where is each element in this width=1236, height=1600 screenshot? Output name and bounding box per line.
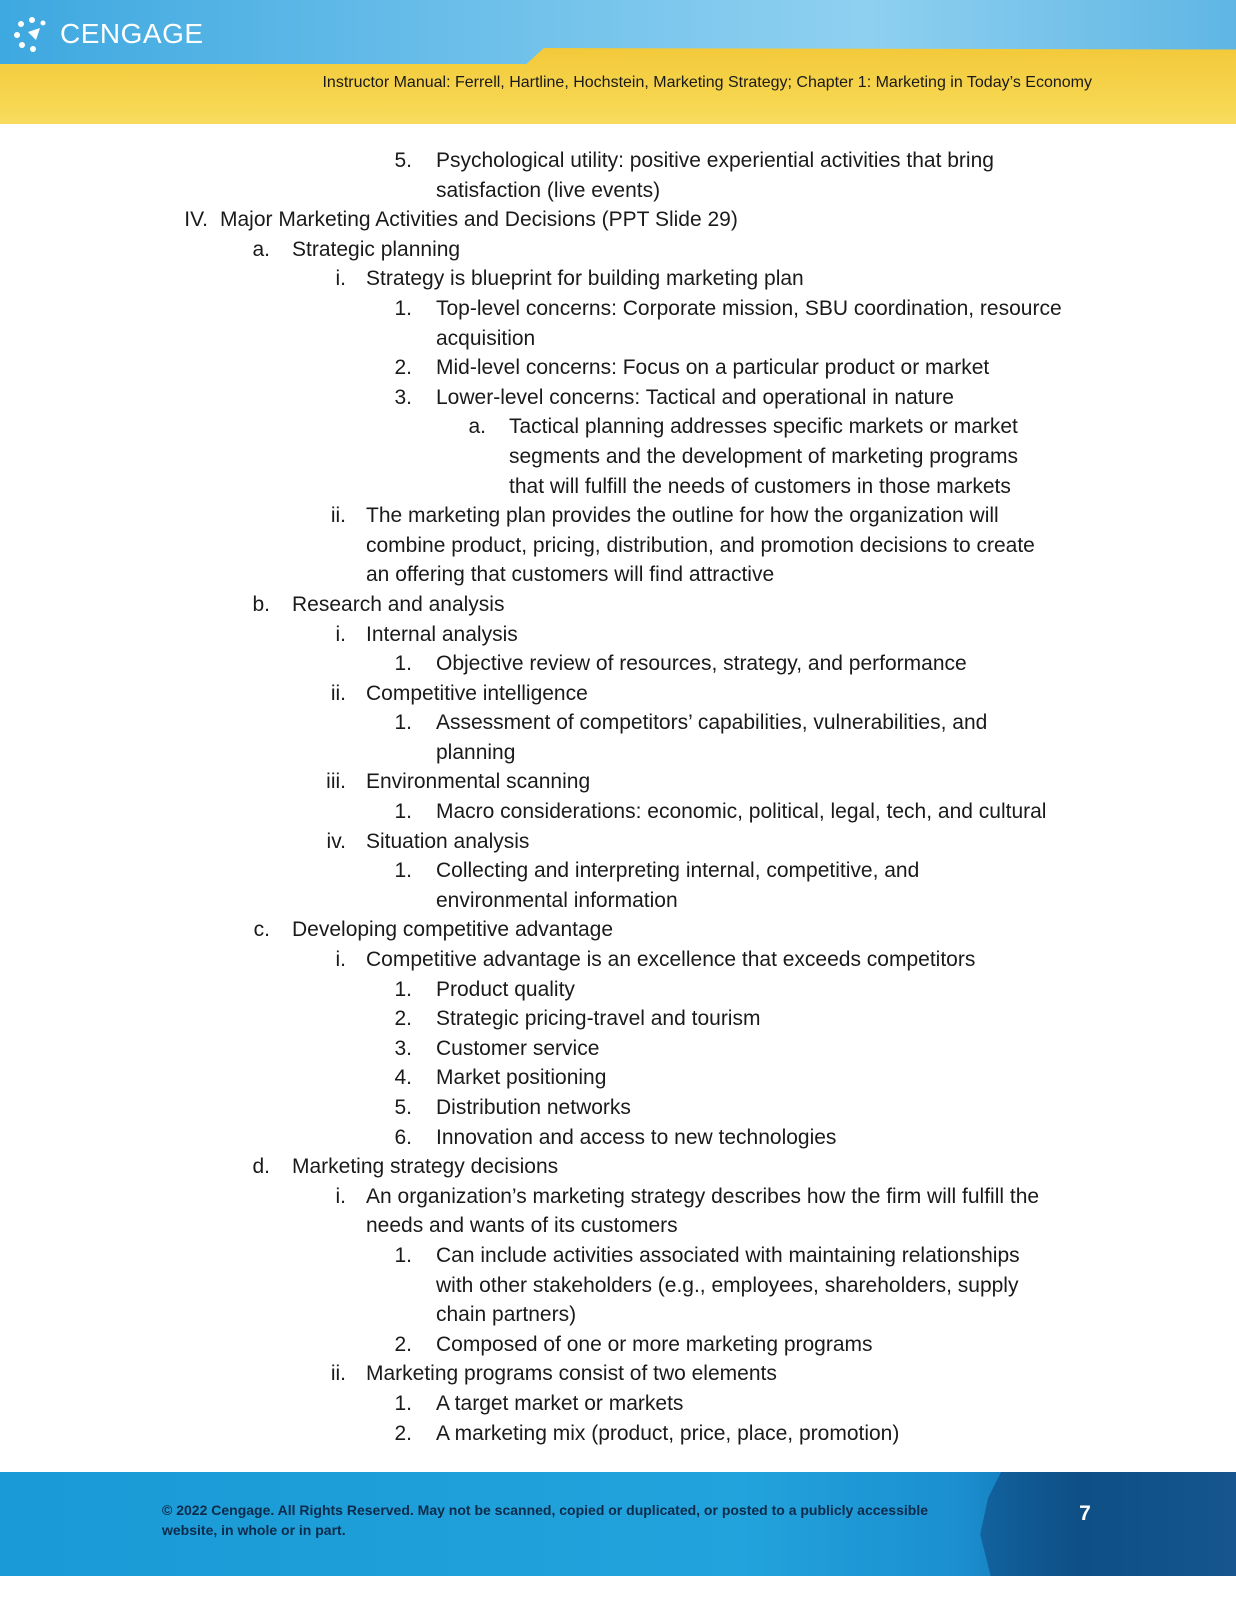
outline-text-line: Distribution networks (436, 1096, 631, 1119)
outline-item (0, 1359, 1236, 1389)
cengage-logo-icon (12, 14, 52, 54)
outline-marker: 1. (394, 296, 412, 320)
outline-marker: ii. (330, 504, 346, 528)
outline-item (0, 945, 1236, 975)
outline-text-line: Market positioning (436, 1066, 607, 1090)
outline-text-line: Lower-level concerns: Tactical and operational in nature (436, 385, 954, 409)
outline-marker: 1. (394, 652, 412, 676)
outline-marker: 5. (394, 149, 412, 172)
outline-marker: b. (252, 592, 270, 616)
outline-marker: 1. (394, 711, 412, 735)
outline-item (0, 915, 1236, 945)
copyright-line-1: © 2022 Cengage. All Rights Reserved. May not be scanned, copied or duplicated, or posted to a publicly accessible (162, 1502, 929, 1518)
outline-text-line: with other stakeholders (e.g., employees, shareholders, supply (436, 1273, 1019, 1297)
outline-item (0, 975, 1236, 1005)
outline-marker: iv. (326, 829, 346, 853)
outline-marker: d. (252, 1155, 270, 1179)
outline-marker: c. (253, 918, 270, 942)
outline-text-line: A target market or markets (436, 1391, 684, 1415)
outline-text-line: Tactical planning addresses specific markets or market (509, 415, 1018, 439)
outline-item (0, 1004, 1236, 1034)
outline-text-line: satisfaction (live events) (436, 178, 661, 202)
outline-text-line: environmental information (436, 888, 678, 912)
outline-marker: i. (335, 948, 346, 972)
outline-marker: 2. (394, 1421, 412, 1445)
running-head: Instructor Manual: Ferrell, Hartline, Hochstein, Marketing Strategy; Chapter 1: Marketing in Today’s Economy (322, 74, 1092, 91)
outline-text-line: needs and wants of its customers (366, 1214, 678, 1238)
outline-text-line: Assessment of competitors’ capabilities, vulnerabilities, and (436, 711, 988, 735)
outline-item (0, 412, 1236, 501)
outline-item (0, 767, 1236, 797)
outline-text-line: Marketing programs consist of two elements (366, 1362, 777, 1386)
outline-text-line: Collecting and interpreting internal, competitive, and (436, 859, 920, 883)
outline-marker: 3. (394, 385, 412, 409)
outline-marker: iii. (326, 770, 346, 794)
outline-text-line: Product quality (436, 977, 575, 1001)
outline-text-line: Psychological utility: positive experiential activities that bring (436, 149, 994, 172)
outline-marker: 1. (394, 977, 412, 1001)
outline-text-line: Mid-level concerns: Focus on a particular product or market (436, 356, 990, 380)
outline-item (0, 1241, 1236, 1330)
outline-item (0, 797, 1236, 827)
outline-item (0, 1034, 1236, 1064)
outline-marker: 6. (394, 1125, 412, 1149)
outline-marker: 4. (394, 1066, 412, 1090)
cengage-logo (12, 14, 204, 54)
outline-text-line: A marketing mix (product, price, place, promotion) (436, 1421, 900, 1445)
outline-text-line: Competitive intelligence (366, 681, 588, 705)
outline-item (0, 679, 1236, 709)
outline-item (0, 383, 1236, 413)
outline-marker: 1. (394, 800, 412, 824)
outline-item (0, 235, 1236, 265)
outline-text-line: Research and analysis (292, 592, 505, 616)
outline-item (0, 205, 1236, 235)
outline-text-line: Composed of one or more marketing programs (436, 1332, 873, 1356)
outline-item (0, 1419, 1236, 1449)
copyright-notice (162, 1500, 942, 1540)
outline-text-line: Competitive advantage is an excellence that exceeds competitors (366, 948, 976, 972)
outline-item (0, 649, 1236, 679)
outline-text-line: Strategic planning (292, 237, 461, 261)
outline-text-line: Strategy is blueprint for building marketing plan (366, 267, 804, 291)
outline-text-line: planning (436, 740, 516, 764)
outline-text-line: Environmental scanning (366, 770, 591, 794)
outline-marker: 1. (394, 859, 412, 883)
outline-text-line: Can include activities associated with maintaining relationships (436, 1243, 1020, 1267)
outline-item (0, 264, 1236, 294)
outline-text-line: Marketing strategy decisions (292, 1155, 559, 1179)
outline-item (0, 708, 1236, 767)
outline-marker: i. (335, 267, 346, 291)
outline-text-line: chain partners) (436, 1303, 577, 1327)
outline-item (0, 1063, 1236, 1093)
outline-item (0, 1123, 1236, 1153)
outline-text-line: an offering that customers will find attractive (366, 563, 775, 587)
outline-marker: 5. (394, 1096, 412, 1119)
outline-marker: ii. (330, 681, 346, 705)
outline-text-line: An organization’s marketing strategy describes how the firm will fulfill the (366, 1184, 1040, 1208)
outline-item (0, 1182, 1236, 1241)
outline-marker: ii. (330, 1362, 346, 1386)
outline-text-line: Situation analysis (366, 829, 530, 853)
outline-item (0, 856, 1236, 915)
page-footer (0, 1472, 1236, 1576)
outline-text-line: Innovation and access to new technologies (436, 1125, 837, 1149)
outline-marker: a. (468, 415, 486, 439)
outline-marker: 1. (394, 1243, 412, 1267)
outline-text-line: that will fulfill the needs of customers in those markets (509, 474, 1011, 498)
outline-text-line: Internal analysis (366, 622, 518, 646)
footer-wave (975, 1472, 1236, 1576)
outline-text-line: The marketing plan provides the outline for how the organization will (366, 504, 999, 528)
outline-marker: a. (252, 237, 270, 261)
outline-text-line: Customer service (436, 1036, 600, 1060)
outline-text-line: acquisition (436, 326, 536, 350)
outline-item (0, 590, 1236, 620)
outline-text-line: Developing competitive advantage (292, 918, 614, 942)
outline-marker: IV. (184, 208, 208, 232)
logo-wordmark: CENGAGE (60, 18, 204, 49)
page-header (0, 0, 1236, 124)
outline-text-line: combine product, pricing, distribution, and promotion decisions to create (366, 533, 1035, 557)
outline-item (0, 1330, 1236, 1360)
outline-marker: 2. (394, 1007, 412, 1031)
outline-item (0, 1093, 1236, 1123)
outline-text-line: segments and the development of marketing programs (509, 444, 1018, 468)
outline-marker: 1. (394, 1391, 412, 1415)
outline-item (0, 827, 1236, 857)
outline-item (0, 353, 1236, 383)
outline-text-line: Top-level concerns: Corporate mission, SBU coordination, resource (436, 296, 1062, 320)
outline-item (0, 294, 1236, 353)
page-number: 7 (1079, 1502, 1091, 1525)
copyright-line-2: website, in whole or in part. (162, 1522, 346, 1538)
outline-marker: i. (335, 1184, 346, 1208)
outline-text-line: Major Marketing Activities and Decisions (PPT Slide 29) (220, 208, 738, 232)
outline-text-line: Strategic pricing-travel and tourism (436, 1007, 761, 1031)
outline-item (0, 1389, 1236, 1419)
outline-text-line: Objective review of resources, strategy, and performance (436, 652, 967, 676)
outline-marker: 2. (394, 1332, 412, 1356)
outline-marker: 2. (394, 356, 412, 380)
outline-marker: i. (335, 622, 346, 646)
outline-content (0, 146, 1236, 1448)
outline-item (0, 146, 1236, 205)
outline-item (0, 501, 1236, 590)
outline-item (0, 1152, 1236, 1182)
outline-text-line: Macro considerations: economic, political, legal, tech, and cultural (436, 800, 1047, 824)
outline-item (0, 620, 1236, 650)
outline-marker: 3. (394, 1036, 412, 1060)
